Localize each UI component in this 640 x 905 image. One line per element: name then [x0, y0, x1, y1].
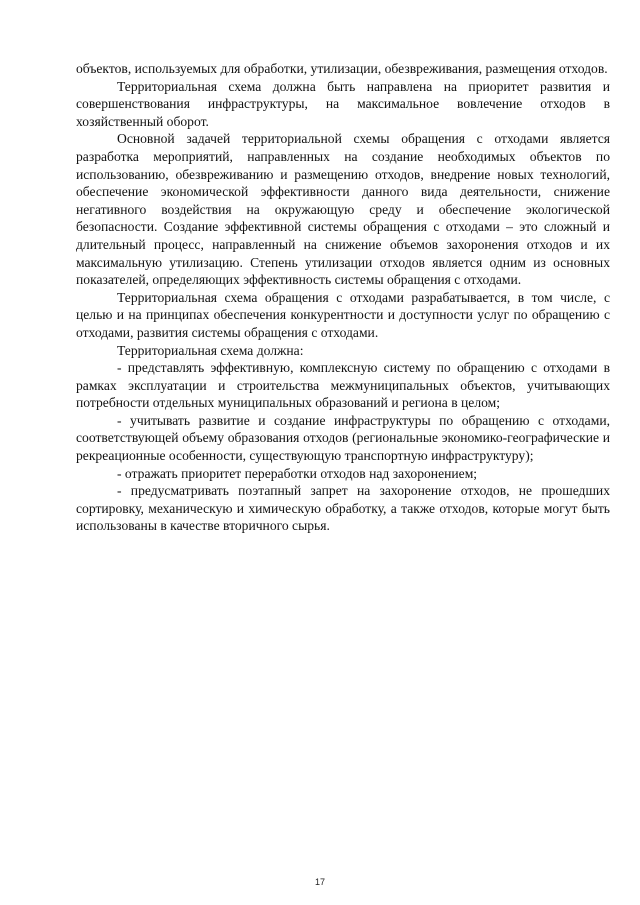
paragraph-continuation: объектов, используемых для обработки, утилизации, обезвреживания, размещения отходов. — [76, 61, 608, 76]
paragraph-requirements-intro: Территориальная схема должна: — [117, 342, 304, 358]
document-body — [76, 60, 610, 535]
paragraph-priority: Территориальная схема должна быть направлена на приоритет развития и совершенствования инфраструктуры, на максимальное вовлечение отходов в хозяйственный оборот. — [76, 78, 610, 129]
paragraph-development-goal: Территориальная схема обращения с отходами разрабатывается, в том числе, с целью и на принципах обеспечения конкурентности и доступности услуг по обращению с отходами, развития системы обращения с отходами. — [76, 289, 610, 340]
paragraph-main-task: Основной задачей территориальной схемы обращения с отходами является разработка мероприятий, направленных на создание необходимых объектов по использованию, обезвреживанию и размещению отходов, внедрение новых технологий, обеспечение экономической эффективности данного вида деятельности, снижение негативного воздействия на окружающую среду и обеспечение экологической безопасности. Создание эффективной системы обращения с отходами – это сложный и длительный процесс, направленный на снижение объемов захоронения отходов и их максимальную утилизацию. Степень утилизации отходов является одним из основных показателей, определяющих эффективность системы обращения с отходами. — [76, 131, 610, 288]
page-number: 17 — [314, 877, 325, 887]
list-item-infrastructure: - учитывать развитие и создание инфраструктуры по обращению с отходами, соответствующей объему образования отходов (региональные экономико-географические и рекреационные особенности, существующую транспортную инфраструктуру); — [76, 412, 610, 464]
list-item-recycling-priority: - отражать приоритет переработки отходов над захоронением; — [117, 465, 478, 481]
list-item-effective-system: - представлять эффективную, комплексную систему по обращению с отходами в рамках эксплуатации и строительства межмуниципальных объектов, учитывающих потребности отдельных муниципальных образований и региона в целом; — [76, 360, 610, 411]
list-item-landfill-ban: - предусматривать поэтапный запрет на захоронение отходов, не прошедших сортировку, механическую и химическую обработку, а также отходов, которые могут быть использованы в качестве вторичного сырья. — [76, 483, 610, 534]
